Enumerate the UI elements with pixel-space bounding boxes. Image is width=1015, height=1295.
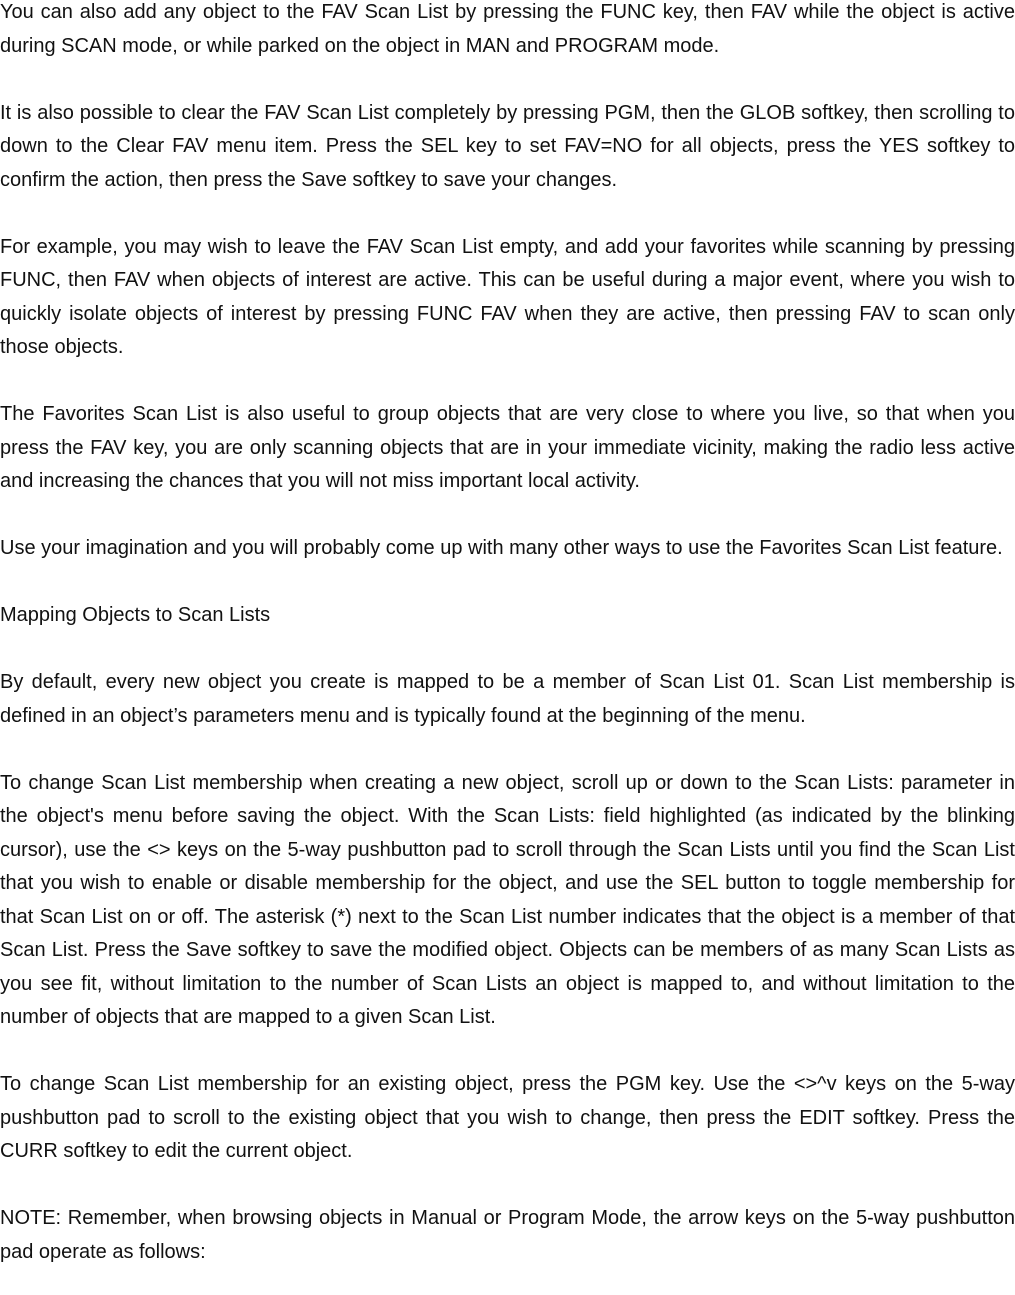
section-heading: Mapping Objects to Scan Lists	[0, 604, 271, 626]
paragraph-fav-clear: It is also possible to clear the FAV Scan List completely by pressing PGM, then the GLOB softkey, then scrolling to down to the Clear FAV menu item. Press the SEL key to set FAV=NO for all objects, press the YES softkey to confirm the action, then press the Save softkey to save your changes.	[0, 101, 1015, 191]
paragraph-note: NOTE: Remember, when browsing objects in Manual or Program Mode, the arrow keys on the 5-way pushbutton pad operate as follows:	[0, 1207, 1015, 1263]
paragraph-fav-example: For example, you may wish to leave the FAV Scan List empty, and add your favorites while scanning by pressing FUNC, then FAV when objects of interest are active. This can be useful during a major event, where you wish to quickly isolate objects of interest by pressing FUNC FAV when they are active, then pressing FAV to scan only those objects.	[0, 235, 1015, 358]
paragraph-change-new-object: To change Scan List membership when creating a new object, scroll up or down to the Scan Lists: parameter in the object's menu before saving the object. With the Scan Lists: field highlighted (as indicated by the blinking cursor), use the <> keys on the 5-way pushbutton pad to scroll through the Scan Lists until you find the Scan List that you wish to enable or disable membership for the object, and use the SEL button to toggle membership for that Scan List on or off. The asterisk (*) next to the Scan List number indicates that the object is a member of that Scan List. Press the Save softkey to save the modified object. Objects can be members of as many Scan Lists as you see fit, without limitation to the number of Scan Lists an object is mapped to, and without limitation to the number of objects that are mapped to a given Scan List.	[0, 771, 1015, 1028]
paragraph-fav-add: You can also add any object to the FAV Scan List by pressing the FUNC key, then FAV while the object is active during SCAN mode, or while parked on the object in MAN and PROGRAM mode.	[0, 1, 1015, 57]
paragraph-change-existing-object: To change Scan List membership for an existing object, press the PGM key. Use the <>^v keys on the 5-way pushbutton pad to scroll to the existing object that you wish to change, then press the EDIT softkey. Press the CURR softkey to edit the current object.	[0, 1073, 1015, 1162]
paragraph-default-mapping: By default, every new object you create is mapped to be a member of Scan List 01. Scan List membership is defined in an object’s parameters menu and is typically found at the beginning of the menu.	[0, 671, 1015, 727]
paragraph-fav-local: The Favorites Scan List is also useful to group objects that are very close to where you live, so that when you press the FAV key, you are only scanning objects that are in your immediate vicinity, making the radio less active and increasing the chances that you will not miss important local activity.	[0, 403, 1015, 492]
paragraph-fav-imagination: Use your imagination and you will probably come up with many other ways to use the Favorites Scan List feature.	[0, 537, 1003, 559]
